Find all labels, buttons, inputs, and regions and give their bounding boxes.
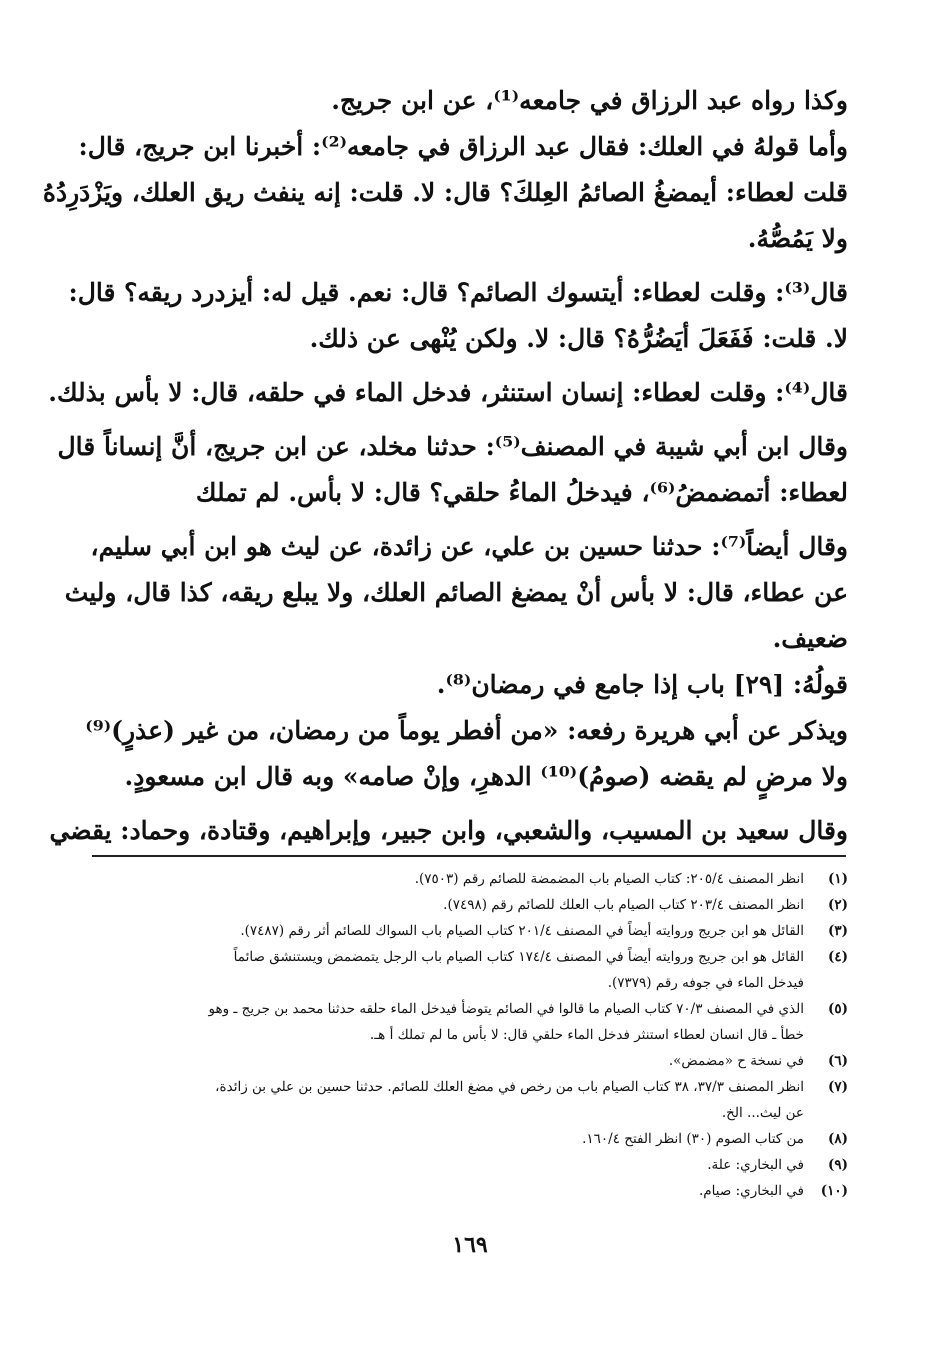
footnote-text: انظر المصنف ٢٠٥/٤: كتاب الصيام باب المضمضة للصائم رقم (٧٥٠٣). <box>414 871 804 887</box>
text-line: قلت لعطاء: أيمضغُ الصائمُ العِلكَ؟ قال: لا. قلت: إنه ينفث ريق العلك، ويَزْدَرِدُهُ <box>42 178 848 207</box>
footnote-text: في نسخة ح «مضمض». <box>668 1053 804 1069</box>
footnote-number: (٦) <box>827 1053 848 1069</box>
footnote-number: (٤) <box>827 949 848 965</box>
text-line: قال⁽³⁾: وقلت لعطاء: أيتسوك الصائم؟ قال: نعم. قيل له: أيزدرد ريقه؟ قال: <box>68 278 848 307</box>
footnote-number: (٣) <box>827 923 848 939</box>
text-line: ولا يَمُصُّهُ. <box>747 224 848 253</box>
footnote <box>78 996 848 1048</box>
section-heading: قولُهُ: [٢٩] باب إذا جامع في رمضان⁽⁸⁾. <box>436 670 848 699</box>
footnote-text-continued: خطأ ـ قال انسان لعطاء استنثر فدخل الماء حلقي قال: لا بأس ما لم تملك أ هـ. <box>369 1027 804 1043</box>
footnote <box>78 1126 848 1152</box>
footnote-text-continued: عن ليث... الخ. <box>721 1105 804 1121</box>
footnote <box>78 1074 848 1126</box>
text-line: وأما قولهُ في العلك: فقال عبد الرزاق في جامعه⁽²⁾: أخبرنا ابن جريج، قال: <box>78 132 848 161</box>
footnote-text: الذي في المصنف ٧٠/٣ كتاب الصيام ما قالوا في الصائم يتوضأ فيدخل الماء حلقه حدثنا محمد بن جريج ـ وهو <box>208 1001 804 1017</box>
text-line: وقال أيضاً⁽⁷⁾: حدثنا حسين بن علي، عن زائدة، عن ليث هو ابن أبي سليم، <box>90 532 848 561</box>
text-line: ضعيف. <box>772 624 848 653</box>
footnote-divider <box>92 855 846 857</box>
footnote-number: (١٠) <box>820 1183 848 1199</box>
text-line: ولا مرضٍ لم يقضه (صومُ)⁽¹⁰⁾ الدهرِ، وإنْ صامه» وبه قال ابن مسعودٍ. <box>124 762 848 791</box>
footnote-text: في البخاري: علة. <box>707 1157 804 1173</box>
footnote <box>78 1152 848 1178</box>
footnote-number: (٨) <box>827 1131 848 1147</box>
footnote <box>78 866 848 892</box>
main-text <box>42 78 848 854</box>
footnote-text: القائل هو ابن جريج وروايته أيضاً في المصنف ٢٠١/٤ كتاب الصيام باب السواك للصائم أثر رقم (٧٤٨٧). <box>240 923 804 939</box>
footnote-text: في البخاري: صيام. <box>699 1183 804 1199</box>
footnote <box>78 1048 848 1074</box>
text-line: لا. قلت: فَفَعَلَ أيَضُرُّهُ؟ قال: لا. ولكن يُنْهى عن ذلك. <box>309 324 848 353</box>
footnote <box>78 944 848 996</box>
footnote-number: (٢) <box>827 897 848 913</box>
text-line: وكذا رواه عبد الرزاق في جامعه⁽¹⁾، عن ابن جريج. <box>331 86 848 115</box>
text-line: وقال ابن أبي شيبة في المصنف⁽⁵⁾: حدثنا مخلد، عن ابن جريج، أنَّ إنساناً قال <box>57 432 848 461</box>
footnotes <box>78 866 848 1204</box>
footnote-number: (٥) <box>827 1001 848 1017</box>
page-number: ١٦٩ <box>452 1232 488 1258</box>
text-line: عن عطاء، قال: لا بأس أنْ يمضغ الصائم العلك، ولا يبلع ريقه، كذا قال، وليث <box>64 578 848 607</box>
footnote-text-continued: فيدخل الماء في جوفه رقم (٧٣٧٩). <box>607 975 804 991</box>
text-line: ويذكر عن أبي هريرة رفعه: «من أفطر يوماً من رمضان، من غير (عذرٍ)⁽⁹⁾ <box>85 716 848 745</box>
footnote <box>78 892 848 918</box>
footnote <box>78 1178 848 1204</box>
footnote-text: من كتاب الصوم (٣٠) انظر الفتح ١٦٠/٤. <box>582 1131 804 1147</box>
footnote-text: القائل هو ابن جريج وروايته أيضاً في المصنف ١٧٤/٤ كتاب الصيام باب الرجل يتمضمض ويستنشق صائماً <box>233 949 804 965</box>
footnote-number: (٧) <box>827 1079 848 1095</box>
footnote-text: انظر المصنف ٢٠٣/٤ كتاب الصيام باب العلك للصائم رقم (٧٤٩٨). <box>443 897 804 913</box>
footnote-text: انظر المصنف ٣٧/٣، ٣٨ كتاب الصيام باب من رخص في مضغ العلك للصائم. حدثنا حسين بن علي بن زائدة، <box>215 1079 804 1095</box>
text-line: لعطاء: أتمضمضُ⁽⁶⁾، فيدخلُ الماءُ حلقي؟ قال: لا بأس. لم تملك <box>195 478 848 507</box>
footnote-number: (١) <box>827 871 848 887</box>
footnote <box>78 918 848 944</box>
text-line: قال⁽⁴⁾: وقلت لعطاء: إنسان استنثر، فدخل الماء في حلقه، قال: لا بأس بذلك. <box>48 378 848 407</box>
text-line: وقال سعيد بن المسيب، والشعبي، وابن جبير، وإبراهيم، وقتادة، وحماد: يقضي <box>49 816 848 845</box>
footnote-number: (٩) <box>827 1157 848 1173</box>
